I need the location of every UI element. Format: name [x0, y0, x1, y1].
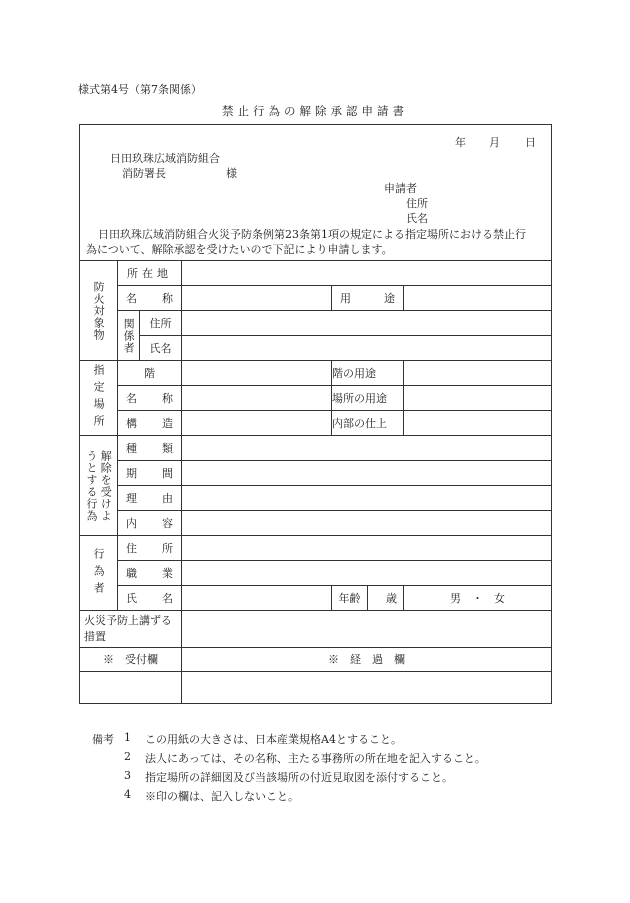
period-value[interactable] [182, 461, 552, 486]
structure-value[interactable] [182, 411, 332, 436]
note-2-text: 法人にあっては、その名称、主たる事務所の所在地を記入すること。 [145, 752, 486, 765]
floor-use-label: 階の用途 [332, 361, 404, 386]
place-use-value[interactable] [404, 386, 552, 411]
note-1-num: 1 [124, 731, 131, 744]
honorific: 様 [226, 167, 237, 180]
form-number: 様式第4号（第7条関係） [78, 83, 202, 96]
actor-address-value[interactable] [182, 536, 552, 561]
form-title: 禁止行為の解除承認申請書 [222, 104, 408, 118]
note-4-num: 4 [124, 788, 131, 801]
header-cell [80, 125, 552, 261]
statement-line-2: 為について、解除承認を受けたいので下記により申請します。 [86, 243, 393, 256]
period-label: 期 間 [118, 461, 182, 486]
object-use-value[interactable] [404, 286, 552, 311]
org-name: 日田玖珠広域消防組合 [110, 152, 220, 165]
content-value[interactable] [182, 511, 552, 536]
note-3-num: 3 [124, 769, 131, 782]
actor-section-label: 行為者 [80, 536, 118, 611]
related-address-label: 住所 [140, 311, 182, 336]
note-1-text: この用紙の大きさは、日本産業規格A4とすること。 [145, 733, 402, 746]
floor-use-value[interactable] [404, 361, 552, 386]
age-unit: 歳 [386, 592, 397, 605]
note-4-text: ※印の欄は、記入しないこと。 [145, 790, 299, 803]
place-name-label: 名 称 [118, 386, 182, 411]
place-use-label: 場所の用途 [332, 386, 404, 411]
fire-measures-label: 火災予防上講ずる措置 [80, 611, 182, 648]
related-name-label: 氏名 [140, 336, 182, 361]
statement-line-1: 日田玖珠広域消防組合火災予防条例第23条第1項の規定による指定場所における禁止行 [98, 228, 526, 241]
interior-label: 内部の仕上 [332, 411, 404, 436]
structure-label: 構 造 [118, 411, 182, 436]
receipt-label: ※ 受付欄 [80, 647, 182, 671]
interior-value[interactable] [404, 411, 552, 436]
related-person-label: 関係者 [118, 311, 140, 361]
actor-name-label: 氏 名 [118, 586, 182, 611]
kind-value[interactable] [182, 436, 552, 461]
kind-label: 種 類 [118, 436, 182, 461]
note-3-text: 指定場所の詳細図及び当該場所の付近見取図を添付すること。 [145, 771, 453, 784]
note-2-num: 2 [124, 750, 131, 763]
age-label: 年齢 [332, 586, 368, 610]
floor-value[interactable] [182, 361, 332, 386]
reason-label: 理 由 [118, 486, 182, 511]
gender-choice[interactable]: 男 ・ 女 [404, 586, 552, 611]
chief-title: 消防署長 [122, 167, 166, 180]
related-address-value[interactable] [182, 311, 552, 336]
actor-age-cell [332, 586, 404, 611]
object-name-label: 名 称 [118, 286, 182, 311]
applicant-address-label: 住所 [406, 197, 428, 210]
actor-address-label: 住 所 [118, 536, 182, 561]
act-section-label: うとする行為 解除を受けよ [80, 436, 118, 536]
applicant-name-label: 氏名 [406, 212, 428, 225]
reason-value[interactable] [182, 486, 552, 511]
location-value[interactable] [182, 261, 552, 286]
related-name-value[interactable] [182, 336, 552, 361]
fire-measures-value[interactable] [182, 611, 552, 648]
receipt-value [80, 671, 182, 703]
object-use-label: 用 途 [332, 286, 404, 311]
content-label: 内 容 [118, 511, 182, 536]
date-year: 年 [455, 136, 466, 149]
date-month: 月 [489, 136, 500, 149]
progress-value [182, 671, 552, 703]
application-form-table [79, 124, 552, 704]
place-name-value[interactable] [182, 386, 332, 411]
object-section-label: 防火対象物 [80, 261, 118, 361]
floor-label: 階 [118, 361, 182, 386]
notes-heading: 備考 [92, 733, 114, 746]
object-name-value[interactable] [182, 286, 332, 311]
progress-label: ※ 経 過 欄 [182, 647, 552, 671]
date-day: 日 [525, 136, 536, 149]
location-label: 所在地 [118, 261, 182, 286]
actor-name-value[interactable] [182, 586, 332, 611]
actor-job-label: 職 業 [118, 561, 182, 586]
place-section-label: 指定場所 [80, 361, 118, 436]
actor-job-value[interactable] [182, 561, 552, 586]
applicant-label: 申請者 [384, 182, 417, 195]
